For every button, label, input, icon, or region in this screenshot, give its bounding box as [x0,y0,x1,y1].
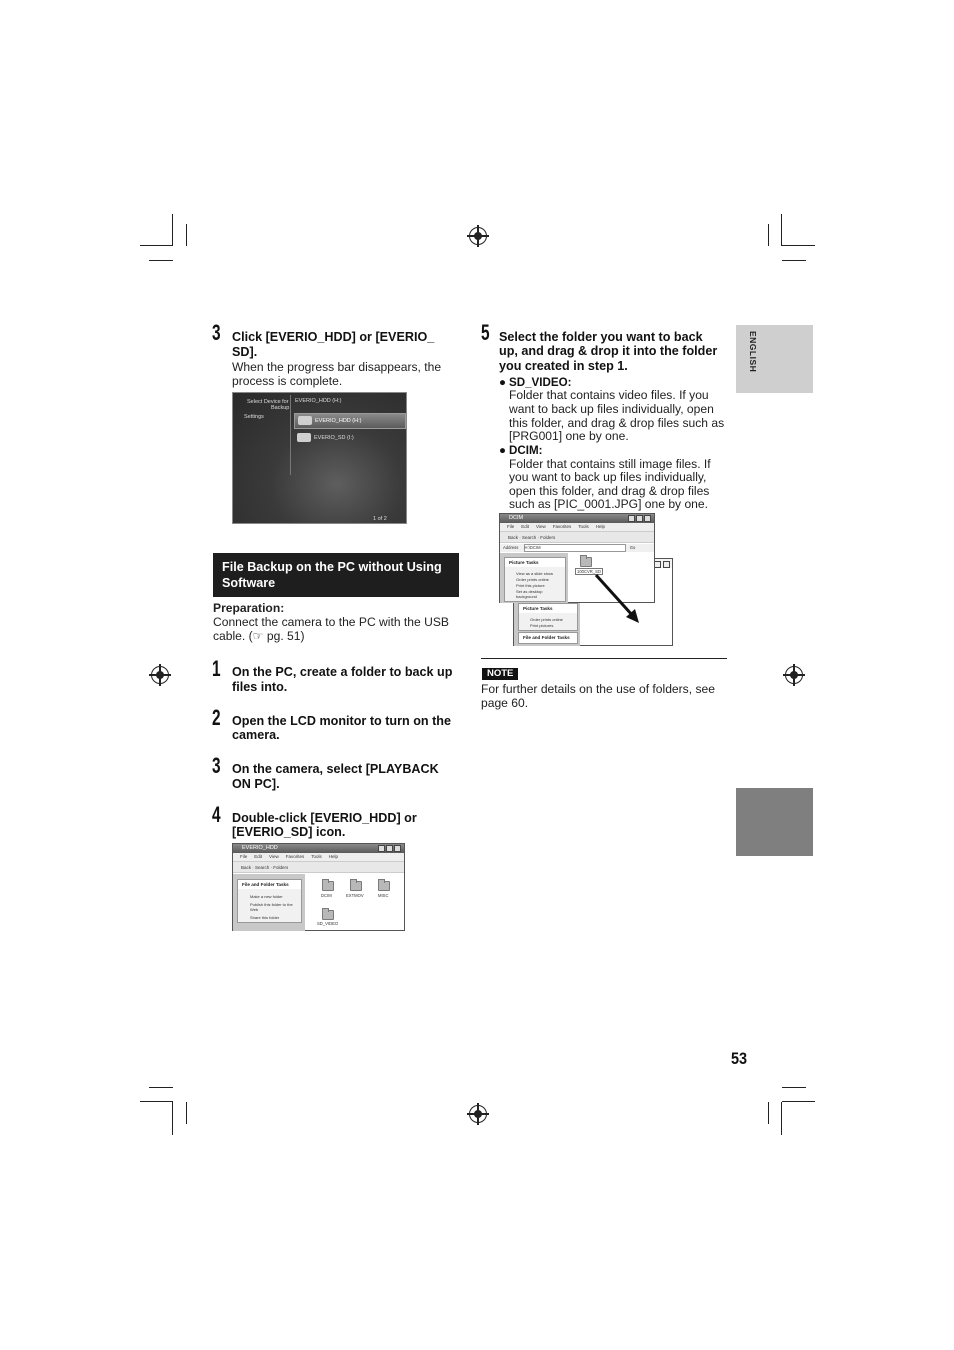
step-text: Double-click [EVERIO_HDD] or [232,811,417,825]
step-number: 4 [212,802,221,827]
language-label: ENGLISH [748,331,758,373]
step-text: [EVERIO_SD] icon. [232,825,346,839]
step-text: files into. [232,680,288,694]
menu-select-device: Select Device for [247,399,289,405]
note-text: For further details on the use of folders, see [481,682,715,696]
step-text: Select the folder you want to back [499,330,703,344]
step-text: On the camera, select [PLAYBACK [232,762,439,776]
toolbar [233,861,404,873]
step-text: you created in step 1. [499,359,628,373]
bullet-text: [PRG001] one by one. [509,429,629,443]
bullet-text: Folder that contains video files. If you [509,388,709,402]
bullet-text: you want to back up files individually, [509,470,707,484]
menu-favorites[interactable]: Favorites [285,854,305,859]
address-bar: Address H:\DCIM Go [500,544,654,552]
step-number: 3 [212,320,221,345]
note-text: page 60. [481,696,529,710]
toolbar-label: Back · Search · Folders [241,865,289,870]
folder-label: SD_VIDEO [317,921,339,926]
menu-settings: Settings [244,414,264,420]
folder-icon[interactable] [322,910,334,920]
go-button[interactable]: Go [629,545,636,551]
bullet-text: this folder, and drag & drop files such as [509,416,725,430]
step-text: up, and drag & drop it into the folder [499,344,718,358]
bullet-text: such as [PIC_0001.JPG] one by one. [509,497,708,511]
menu-view[interactable]: View [269,854,279,859]
bullet-text: open this folder, and drag & drop files [509,484,710,498]
chapter-tab [736,788,813,856]
folder-icon[interactable] [378,881,390,891]
menu-bar [233,853,404,861]
task-share-folder[interactable]: Share this folder [250,915,280,920]
step-body: When the progress bar disappears, the [232,360,442,374]
preparation-text: Connect the camera to the PC with the USB [213,615,449,629]
window-titlebar: EVERIO_HDD [233,844,404,853]
step-number: 5 [481,320,490,345]
folder-icon[interactable] [322,881,334,891]
file-folder-tasks: File and Folder Tasks Make a new folder Publish this folder to the Web Share this folder [237,879,302,923]
step-text: ON PC]. [232,777,280,791]
language-tab [736,325,813,393]
bullet-label: SD_VIDEO: [509,376,572,389]
maximize-button[interactable] [386,845,393,852]
menu-tools[interactable]: Tools [311,854,322,859]
note-label: NOTE [482,668,518,680]
pager: 1 of 2 [373,516,387,522]
registration-mark [469,227,487,245]
drag-arrow [499,513,673,646]
bullet-dot: ● [499,376,507,389]
device-option-hdd[interactable]: EVERIO_HDD (H:) [294,413,406,429]
preparation-text: cable. (☞ pg. 51) [213,629,305,643]
note-divider [481,658,727,659]
bullet-text: Folder that contains still image files. If [509,457,711,471]
task-pane [233,874,305,931]
step-number: 2 [212,705,221,730]
menu-bar: File Edit View Favorites Tools Help [500,523,654,531]
task-make-folder[interactable]: Make a new folder [250,894,283,899]
explorer-window [232,843,405,931]
device-option-sd[interactable]: EVERIO_SD (I:) [294,431,404,445]
bullet-text: want to back up files individually, open [509,402,714,416]
step-body: process is complete. [232,374,343,388]
registration-mark [785,666,803,684]
folder-label: 100CVR_SD [577,569,601,574]
folder-label: EXTMOV [346,893,364,898]
bullet-label: DCIM: [509,444,543,457]
drag-drop-screenshot [499,513,673,646]
section-title: File Backup on the PC without Using Software [213,553,459,597]
step-text: Open the LCD monitor to turn on the [232,714,451,728]
step-text: camera. [232,728,280,742]
task-pane: Picture Tasks Order prints online Print pictures File and Folder Tasks [514,599,580,646]
step-text: On the PC, create a folder to back up [232,665,453,679]
menu-help[interactable]: Help [328,854,339,859]
device-select-screenshot [232,392,407,524]
menu-file[interactable]: File [240,854,248,859]
folder-label: MISC [378,893,389,898]
camera-icon [297,433,311,442]
task-publish-folder[interactable]: Publish this folder to the Web [250,902,293,912]
address-input[interactable]: H:\DCIM [524,544,626,552]
folder-icon[interactable] [350,881,362,891]
close-button[interactable] [394,845,401,852]
step-text: Click [EVERIO_HDD] or [EVERIO_ SD]. [232,330,435,359]
picture-tasks: Picture Tasks View as a slide show Order prints online Print this picture Set as desktop background [504,557,566,602]
window-titlebar: DCIM [500,514,654,523]
minimize-button[interactable] [378,845,385,852]
preparation-label: Preparation: [213,601,285,615]
screen-header: EVERIO_HDD (H:) [295,398,342,404]
menu-select-device: Backup [271,405,290,411]
camera-icon [298,416,312,425]
menu-edit[interactable]: Edit [254,854,263,859]
folder-label: DCIM [321,893,332,898]
step-number: 1 [212,656,221,681]
bullet-dot: ● [499,444,507,457]
step-number: 3 [212,753,221,778]
registration-mark [151,666,169,684]
page-number: 53 [731,1049,748,1068]
toolbar: Back · Search · Folders [500,531,654,543]
registration-mark [469,1105,487,1123]
